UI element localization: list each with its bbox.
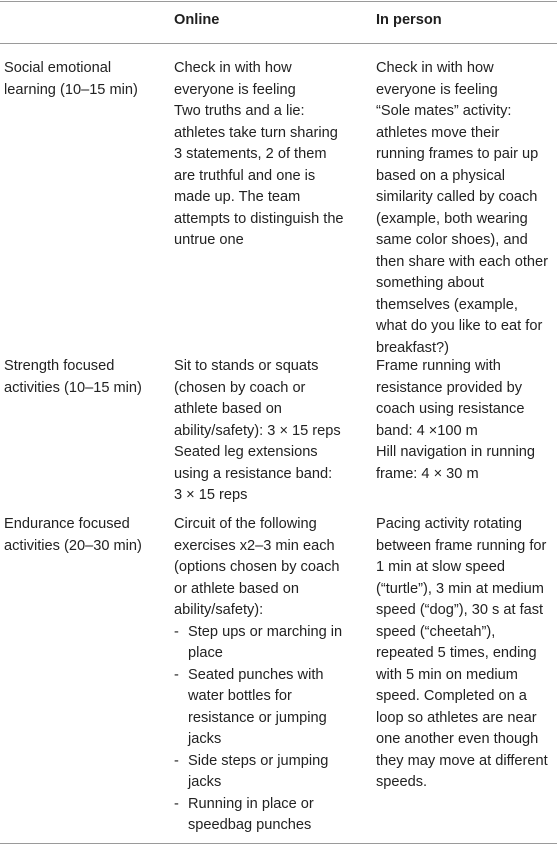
cell-line: Social emotional [4,60,112,76]
list-item-continuation: resistance or jumping [188,709,327,726]
cell-line: ability/safety): [174,602,264,618]
cell-line: Hill navigation in running [376,444,536,460]
cell-line: running frames to pair up [376,146,539,162]
cell-line: then share with each other [376,253,548,270]
row-social-emotional-in-person [376,58,556,359]
cell-line: Endurance focused [4,516,130,532]
cell-line: using a resistance band: [174,465,333,482]
list-item [174,794,368,816]
cell-line: (“turtle”), 3 min at medium [376,580,544,597]
cell-line: Pacing activity rotating [376,516,523,532]
list-item-continuation: place [188,645,223,661]
cell-line: 3 statements, 2 of them [174,146,327,162]
list-item-text: Seated punches with [188,666,324,683]
cell-line: ability/safety): 3 × 15 reps [174,422,341,439]
list-item-text: Side steps or jumping [188,752,329,769]
cell-line: attempts to distinguish the [174,210,344,227]
list-item-continuation: jacks [188,774,222,790]
cell-line: (example, both wearing [376,210,528,227]
cell-line: activities (20–30 min) [4,537,142,554]
cell-line: everyone is feeling [376,81,498,98]
cell-line: loop so athletes are near [376,709,537,726]
cell-line: untrue one [174,232,244,248]
cell-line: 1 min at slow speed [376,559,505,575]
cell-line: band: 4 ×100 m [376,422,478,439]
cell-line: frame: 4 × 30 m [376,465,479,482]
list-item [174,751,368,773]
row-social-emotional-activity [4,58,164,101]
cell-line: 3 × 15 reps [174,487,248,503]
cell-line: repeated 5 times, ending [376,645,537,661]
bullet-dash: - [174,795,179,812]
cell-line: what do you like to eat for [376,318,543,334]
cell-line: resistance provided by [376,379,523,396]
cell-line: “Sole mates” activity: [376,103,512,119]
row-strength-online [174,356,368,507]
list-item [174,622,368,644]
cell-line: athletes move their [376,124,500,141]
cell-line: Check in with how [376,60,494,76]
cell-line: speeds. [376,774,428,790]
cell-line: similarity called by coach [376,189,538,205]
cell-line: Frame running with [376,358,501,374]
bullet-dash: - [174,623,179,640]
header-rule [0,43,557,44]
cell-line: with 5 min on medium [376,666,518,683]
cell-line: between frame running for [376,537,547,554]
list-item [174,665,368,687]
list-item-text: Running in place or [188,795,314,812]
cell-line: same color shoes), and [376,232,528,248]
cell-line: are truthful and one is [174,167,316,184]
cell-line: exercises x2–3 min each [174,537,335,554]
row-endurance-in-person [376,514,556,794]
cell-line: Seated leg extensions [174,444,318,460]
cell-line: or athlete based on [174,580,299,597]
cell-line: activities (10–15 min) [4,379,142,396]
cell-line: (options chosen by coach [174,559,340,575]
cell-line: athlete based on [174,401,282,417]
cell-line: Sit to stands or squats [174,358,319,374]
header-online: Online [174,12,220,28]
table-top-rule [0,1,557,2]
cell-line: based on a physical [376,167,505,184]
row-social-emotional-online [174,58,368,252]
bullet-dash: - [174,666,179,683]
cell-line: athletes take turn sharing [174,124,338,141]
cell-line: they may move at different [376,752,548,769]
list-item-continuation: speedbag punches [188,817,312,833]
cell-line: Check in with how [174,60,292,76]
row-endurance-online [174,514,368,837]
cell-line: (chosen by coach or [174,379,306,396]
cell-line: coach using resistance [376,401,525,417]
header-in-person: In person [376,12,442,28]
cell-line: Circuit of the following [174,516,317,532]
cell-line: something about [376,275,484,291]
cell-line: speed. Completed on a [376,688,527,704]
table-bottom-rule [0,843,557,844]
row-endurance-activity [4,514,164,557]
bullet-dash: - [174,752,179,769]
list-item-continuation: jacks [188,731,222,747]
cell-line: Strength focused [4,358,115,374]
cell-line: speed (“dog”), 30 s at fast [376,602,544,618]
cell-line: themselves (example, [376,296,518,313]
list-item-text: Step ups or marching in [188,623,343,640]
row-strength-activity [4,356,164,399]
cell-line: breakfast?) [376,339,450,356]
cell-line: speed (“cheetah”), [376,623,496,640]
cell-line: learning (10–15 min) [4,81,138,98]
cell-line: everyone is feeling [174,81,296,98]
row-strength-in-person [376,356,556,485]
cell-line: made up. The team [174,189,301,205]
list-item-continuation: water bottles for [188,688,292,704]
cell-line: one another even though [376,731,539,747]
cell-line: Two truths and a lie: [174,103,305,119]
